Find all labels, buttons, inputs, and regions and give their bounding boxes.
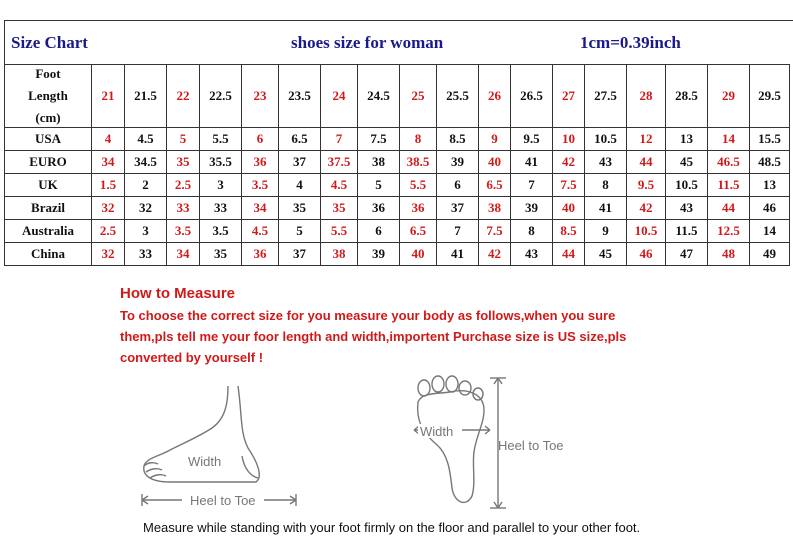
table-cell: 45 <box>585 243 627 266</box>
table-cell: 38.5 <box>400 151 437 174</box>
table-cell: 5 <box>358 174 400 197</box>
table-cell: 6 <box>242 128 279 151</box>
foot-length-label-3: (cm) <box>35 110 61 125</box>
table-cell: 26.5 <box>511 65 553 128</box>
table-cell: 46.5 <box>708 151 750 174</box>
table-cell: 5.5 <box>400 174 437 197</box>
table-cell: 37.5 <box>321 151 358 174</box>
table-cell: 40 <box>553 197 585 220</box>
table-cell: 27.5 <box>585 65 627 128</box>
table-cell: 38 <box>321 243 358 266</box>
table-cell: 13 <box>750 174 790 197</box>
table-cell: 6.5 <box>479 174 511 197</box>
table-cell: 49 <box>750 243 790 266</box>
table-cell: 29.5 <box>750 65 790 128</box>
foot-length-header <box>5 65 92 128</box>
table-cell: 32 <box>92 197 125 220</box>
table-cell: 6.5 <box>400 220 437 243</box>
ankle-line <box>242 456 258 478</box>
table-cell: 44 <box>627 151 666 174</box>
table-cell: 4 <box>92 128 125 151</box>
table-cell: 5.5 <box>321 220 358 243</box>
table-cell: 41 <box>437 243 479 266</box>
table-cell: 34.5 <box>125 151 167 174</box>
table-row-foot-length <box>5 65 790 128</box>
table-cell: 25.5 <box>437 65 479 128</box>
table-cell: 3.5 <box>242 174 279 197</box>
table-row-brazil <box>5 197 790 220</box>
foot-length-label-1: Foot <box>35 66 61 81</box>
table-cell: 9 <box>479 128 511 151</box>
shoes-size-title: shoes size for woman <box>291 33 444 52</box>
table-cell: 10.5 <box>666 174 708 197</box>
table-cell: 5 <box>167 128 200 151</box>
table-cell: 23.5 <box>279 65 321 128</box>
table-cell: 36 <box>242 151 279 174</box>
table-cell: 3 <box>125 220 167 243</box>
table-cell: 4 <box>279 174 321 197</box>
table-cell: 14 <box>750 220 790 243</box>
table-cell: 39 <box>358 243 400 266</box>
table-cell: 44 <box>708 197 750 220</box>
table-cell: 48.5 <box>750 151 790 174</box>
table-cell: 37 <box>437 197 479 220</box>
table-row-usa <box>5 128 790 151</box>
table-cell: 21 <box>92 65 125 128</box>
table-cell: 40 <box>479 151 511 174</box>
foot-length-label-2: Length <box>28 88 68 103</box>
side-length-label: Heel to Toe <box>190 493 256 508</box>
table-cell: 37 <box>279 151 321 174</box>
row-label: Brazil <box>5 197 92 220</box>
table-cell: 35 <box>200 243 242 266</box>
table-cell: 8 <box>585 174 627 197</box>
table-cell: 32 <box>92 243 125 266</box>
table-cell: 36 <box>358 197 400 220</box>
table-cell: 34 <box>92 151 125 174</box>
table-cell: 8.5 <box>553 220 585 243</box>
table-cell: 28.5 <box>666 65 708 128</box>
foot-top-diagram <box>398 370 588 510</box>
table-row-china <box>5 243 790 266</box>
table-cell: 43 <box>585 151 627 174</box>
table-cell: 33 <box>200 197 242 220</box>
table-cell: 46 <box>750 197 790 220</box>
table-cell: 22 <box>167 65 200 128</box>
row-label: China <box>5 243 92 266</box>
table-cell: 33 <box>125 243 167 266</box>
measure-text-line-3: converted by yourself ! <box>120 350 264 365</box>
table-cell: 4.5 <box>321 174 358 197</box>
table-cell: 11.5 <box>708 174 750 197</box>
top-width-label: Width <box>420 424 454 439</box>
table-cell: 41 <box>585 197 627 220</box>
size-chart-header <box>4 20 793 65</box>
table-cell: 40 <box>400 243 437 266</box>
table-cell: 38 <box>358 151 400 174</box>
table-cell: 21.5 <box>125 65 167 128</box>
measure-text-line-1: To choose the correct size for you measure your body as follows,when you sure <box>120 308 616 323</box>
table-cell: 44 <box>553 243 585 266</box>
table-cell: 7.5 <box>479 220 511 243</box>
conversion-note: 1cm=0.39inch <box>580 33 681 52</box>
row-label: UK <box>5 174 92 197</box>
top-length-label: Heel to Toe <box>498 438 564 453</box>
table-cell: 8.5 <box>437 128 479 151</box>
row-label: EURO <box>5 151 92 174</box>
table-cell: 39 <box>437 151 479 174</box>
table-cell: 28 <box>627 65 666 128</box>
table-cell: 12 <box>627 128 666 151</box>
table-cell: 3.5 <box>200 220 242 243</box>
toe-1 <box>418 380 430 396</box>
toe-2 <box>432 376 444 392</box>
table-cell: 9 <box>585 220 627 243</box>
table-cell: 34 <box>167 243 200 266</box>
table-cell: 35.5 <box>200 151 242 174</box>
size-table <box>4 64 790 266</box>
toe-3 <box>446 376 458 392</box>
table-cell: 42 <box>479 243 511 266</box>
table-cell: 11.5 <box>666 220 708 243</box>
foot-top-outline <box>418 391 484 503</box>
table-cell: 34 <box>242 197 279 220</box>
table-cell: 10.5 <box>585 128 627 151</box>
table-cell: 4.5 <box>125 128 167 151</box>
measure-text-line-2: them,pls tell me your foor length and width,importent Purchase size is US size,pls <box>120 329 627 344</box>
table-cell: 12.5 <box>708 220 750 243</box>
row-label: Australia <box>5 220 92 243</box>
table-cell: 1.5 <box>92 174 125 197</box>
side-width-label: Width <box>188 454 222 469</box>
table-cell: 42 <box>553 151 585 174</box>
table-cell: 2 <box>125 174 167 197</box>
table-cell: 10 <box>553 128 585 151</box>
table-cell: 2.5 <box>92 220 125 243</box>
table-cell: 39 <box>511 197 553 220</box>
table-cell: 27 <box>553 65 585 128</box>
table-row-euro <box>5 151 790 174</box>
row-label: USA <box>5 128 92 151</box>
table-cell: 8 <box>511 220 553 243</box>
table-cell: 24.5 <box>358 65 400 128</box>
table-cell: 7.5 <box>358 128 400 151</box>
table-cell: 6 <box>358 220 400 243</box>
table-cell: 33 <box>167 197 200 220</box>
table-cell: 36 <box>400 197 437 220</box>
toe-4 <box>459 381 471 395</box>
table-cell: 2.5 <box>167 174 200 197</box>
table-cell: 26 <box>479 65 511 128</box>
table-cell: 7 <box>511 174 553 197</box>
how-to-measure-title: How to Measure <box>120 285 236 302</box>
table-cell: 41 <box>511 151 553 174</box>
table-row-uk <box>5 174 790 197</box>
table-cell: 24 <box>321 65 358 128</box>
table-cell: 29 <box>708 65 750 128</box>
table-row-australia <box>5 220 790 243</box>
table-cell: 7 <box>437 220 479 243</box>
table-cell: 36 <box>242 243 279 266</box>
table-cell: 5.5 <box>200 128 242 151</box>
table-cell: 7 <box>321 128 358 151</box>
table-cell: 10.5 <box>627 220 666 243</box>
table-cell: 22.5 <box>200 65 242 128</box>
table-cell: 15.5 <box>750 128 790 151</box>
size-chart-title: Size Chart <box>11 33 88 52</box>
table-cell: 35 <box>167 151 200 174</box>
table-cell: 7.5 <box>553 174 585 197</box>
table-cell: 14 <box>708 128 750 151</box>
table-cell: 6.5 <box>279 128 321 151</box>
table-cell: 3.5 <box>167 220 200 243</box>
table-cell: 23 <box>242 65 279 128</box>
table-cell: 6 <box>437 174 479 197</box>
table-cell: 38 <box>479 197 511 220</box>
table-cell: 42 <box>627 197 666 220</box>
table-cell: 3 <box>200 174 242 197</box>
table-cell: 9.5 <box>627 174 666 197</box>
table-cell: 9.5 <box>511 128 553 151</box>
table-cell: 35 <box>321 197 358 220</box>
table-cell: 5 <box>279 220 321 243</box>
table-cell: 45 <box>666 151 708 174</box>
table-cell: 48 <box>708 243 750 266</box>
table-cell: 37 <box>279 243 321 266</box>
table-cell: 43 <box>511 243 553 266</box>
table-cell: 13 <box>666 128 708 151</box>
table-cell: 46 <box>627 243 666 266</box>
foot-side-diagram <box>130 378 320 513</box>
measure-instruction: Measure while standing with your foot firmly on the floor and parallel to your other foot. <box>143 520 641 535</box>
table-cell: 32 <box>125 197 167 220</box>
table-cell: 43 <box>666 197 708 220</box>
table-cell: 8 <box>400 128 437 151</box>
table-cell: 25 <box>400 65 437 128</box>
table-cell: 35 <box>279 197 321 220</box>
how-to-measure-text <box>120 305 680 368</box>
table-cell: 47 <box>666 243 708 266</box>
table-cell: 4.5 <box>242 220 279 243</box>
